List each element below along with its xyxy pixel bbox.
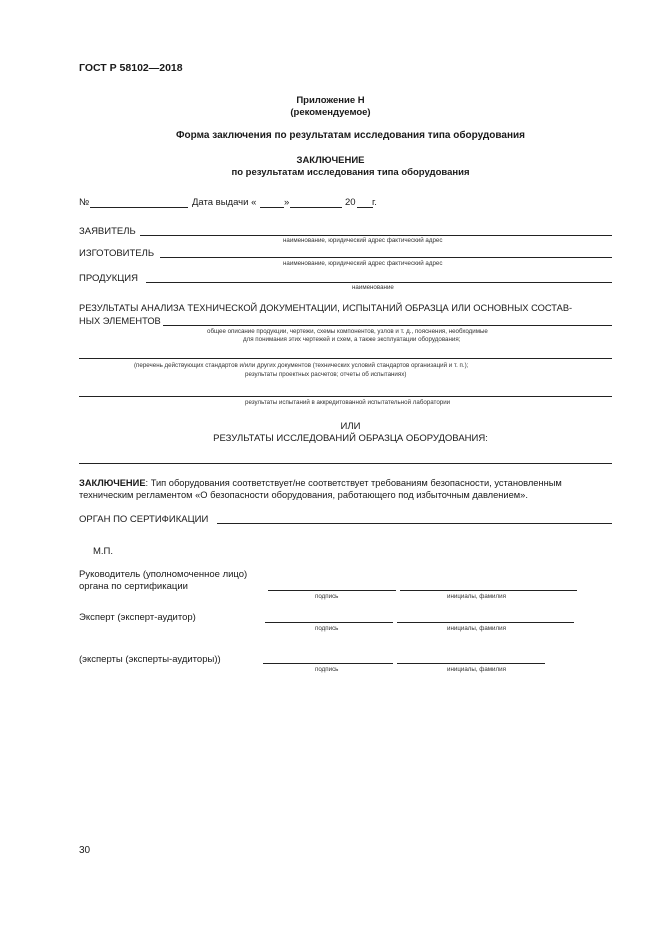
conclusion-text-2: техническим регламентом «О безопасности оборудования, работающего под избыточным давлением». xyxy=(79,490,528,500)
number-sign: № xyxy=(79,197,90,208)
results-caption-2: для понимания этих чертежей и схем, а также эксплуатации оборудования; xyxy=(243,336,461,343)
day-field[interactable] xyxy=(260,207,284,208)
signature-1-name-field[interactable] xyxy=(400,590,577,591)
signature-3-name-field[interactable] xyxy=(397,663,545,664)
results-caption-5: результаты испытаний в аккредитованной испытательной лаборатории xyxy=(245,399,451,406)
applicant-label: ЗАЯВИТЕЛЬ xyxy=(79,226,136,237)
signature-2-sign-caption: подпись xyxy=(315,625,339,632)
issue-date-label: Дата выдачи « xyxy=(192,197,257,208)
manufacturer-caption: наименование, юридический адрес фактический адрес xyxy=(283,260,443,267)
conclusion-label: ЗАКЛЮЧЕНИЕ xyxy=(79,478,146,488)
signature-2-name-caption: инициалы, фамилия xyxy=(447,625,506,632)
results-caption-1: общее описание продукции, чертежи, схемы компонентов, узлов и т. д., пояснения, необходимые xyxy=(207,328,488,335)
conclusion-paragraph xyxy=(79,478,562,488)
doc-subtitle: по результатам исследования типа оборудования xyxy=(231,167,470,178)
results-caption-4: результаты проектных расчетов; отчеты об испытаниях) xyxy=(245,371,407,378)
year-prefix: 20 xyxy=(345,197,356,208)
applicant-field[interactable] xyxy=(140,235,612,236)
signature-1-sign-caption: подпись xyxy=(315,593,339,600)
year-suffix: г. xyxy=(372,197,377,208)
signature-2-role: Эксперт (эксперт-аудитор) xyxy=(79,612,196,623)
results-analysis-line2: НЫХ ЭЛЕМЕНТОВ xyxy=(79,316,161,326)
manufacturer-field[interactable] xyxy=(160,257,612,258)
sample-results-field[interactable] xyxy=(79,463,612,464)
conclusion-text-1: : Тип оборудования соответствует/не соответствует требованиям безопасности, установленным xyxy=(145,478,562,488)
signature-1-name-caption: инициалы, фамилия xyxy=(447,593,506,600)
signature-3-sign-field[interactable] xyxy=(263,663,393,664)
product-field[interactable] xyxy=(146,282,612,283)
standards-field[interactable] xyxy=(79,358,612,359)
results-analysis-line1: РЕЗУЛЬТАТЫ АНАЛИЗА ТЕХНИЧЕСКОЙ ДОКУМЕНТАЦИИ, ИСПЫТАНИЙ ОБРАЗЦА ИЛИ ОСНОВНЫХ СОСТАВ- xyxy=(79,303,573,313)
signature-2-sign-field[interactable] xyxy=(265,622,393,623)
standard-code: ГОСТ Р 58102—2018 xyxy=(79,62,183,74)
appendix-subtitle: (рекомендуемое) xyxy=(290,107,371,118)
results-caption-3: (перечень действующих стандартов и/или других документов (технических условий стандартов организаций и т. п.); xyxy=(134,362,469,369)
results-sample-label: РЕЗУЛЬТАТЫ ИССЛЕДОВАНИЙ ОБРАЗЦА ОБОРУДОВАНИЯ: xyxy=(213,433,488,444)
results-analysis-field[interactable] xyxy=(163,325,612,326)
form-title: Форма заключения по результатам исследования типа оборудования xyxy=(176,130,525,141)
product-caption: наименование xyxy=(352,284,394,291)
signature-2-name-field[interactable] xyxy=(397,622,574,623)
signature-3-name-caption: инициалы, фамилия xyxy=(447,666,506,673)
number-field[interactable] xyxy=(90,207,188,208)
cert-body-label: ОРГАН ПО СЕРТИФИКАЦИИ xyxy=(79,514,209,525)
signature-3-role: (эксперты (эксперты-аудиторы)) xyxy=(79,654,221,665)
manufacturer-label: ИЗГОТОВИТЕЛЬ xyxy=(79,248,155,259)
product-label: ПРОДУКЦИЯ xyxy=(79,273,138,284)
lab-results-field[interactable] xyxy=(79,396,612,397)
page-number: 30 xyxy=(79,845,91,856)
cert-body-field[interactable] xyxy=(217,523,612,524)
month-field[interactable] xyxy=(290,207,342,208)
signature-1-role-line1: Руководитель (уполномоченное лицо) xyxy=(79,569,248,580)
appendix-title: Приложение Н xyxy=(296,95,365,106)
doc-title: ЗАКЛЮЧЕНИЕ xyxy=(296,155,365,166)
year-field[interactable] xyxy=(357,207,373,208)
stamp-label: М.П. xyxy=(93,546,114,557)
signature-1-sign-field[interactable] xyxy=(268,590,396,591)
or-label: ИЛИ xyxy=(340,421,361,432)
applicant-caption: наименование, юридический адрес фактический адрес xyxy=(283,237,443,244)
signature-1-role-line2: органа по сертификации xyxy=(79,581,188,592)
signature-3-sign-caption: подпись xyxy=(315,666,339,673)
quote-close: » xyxy=(284,197,290,208)
